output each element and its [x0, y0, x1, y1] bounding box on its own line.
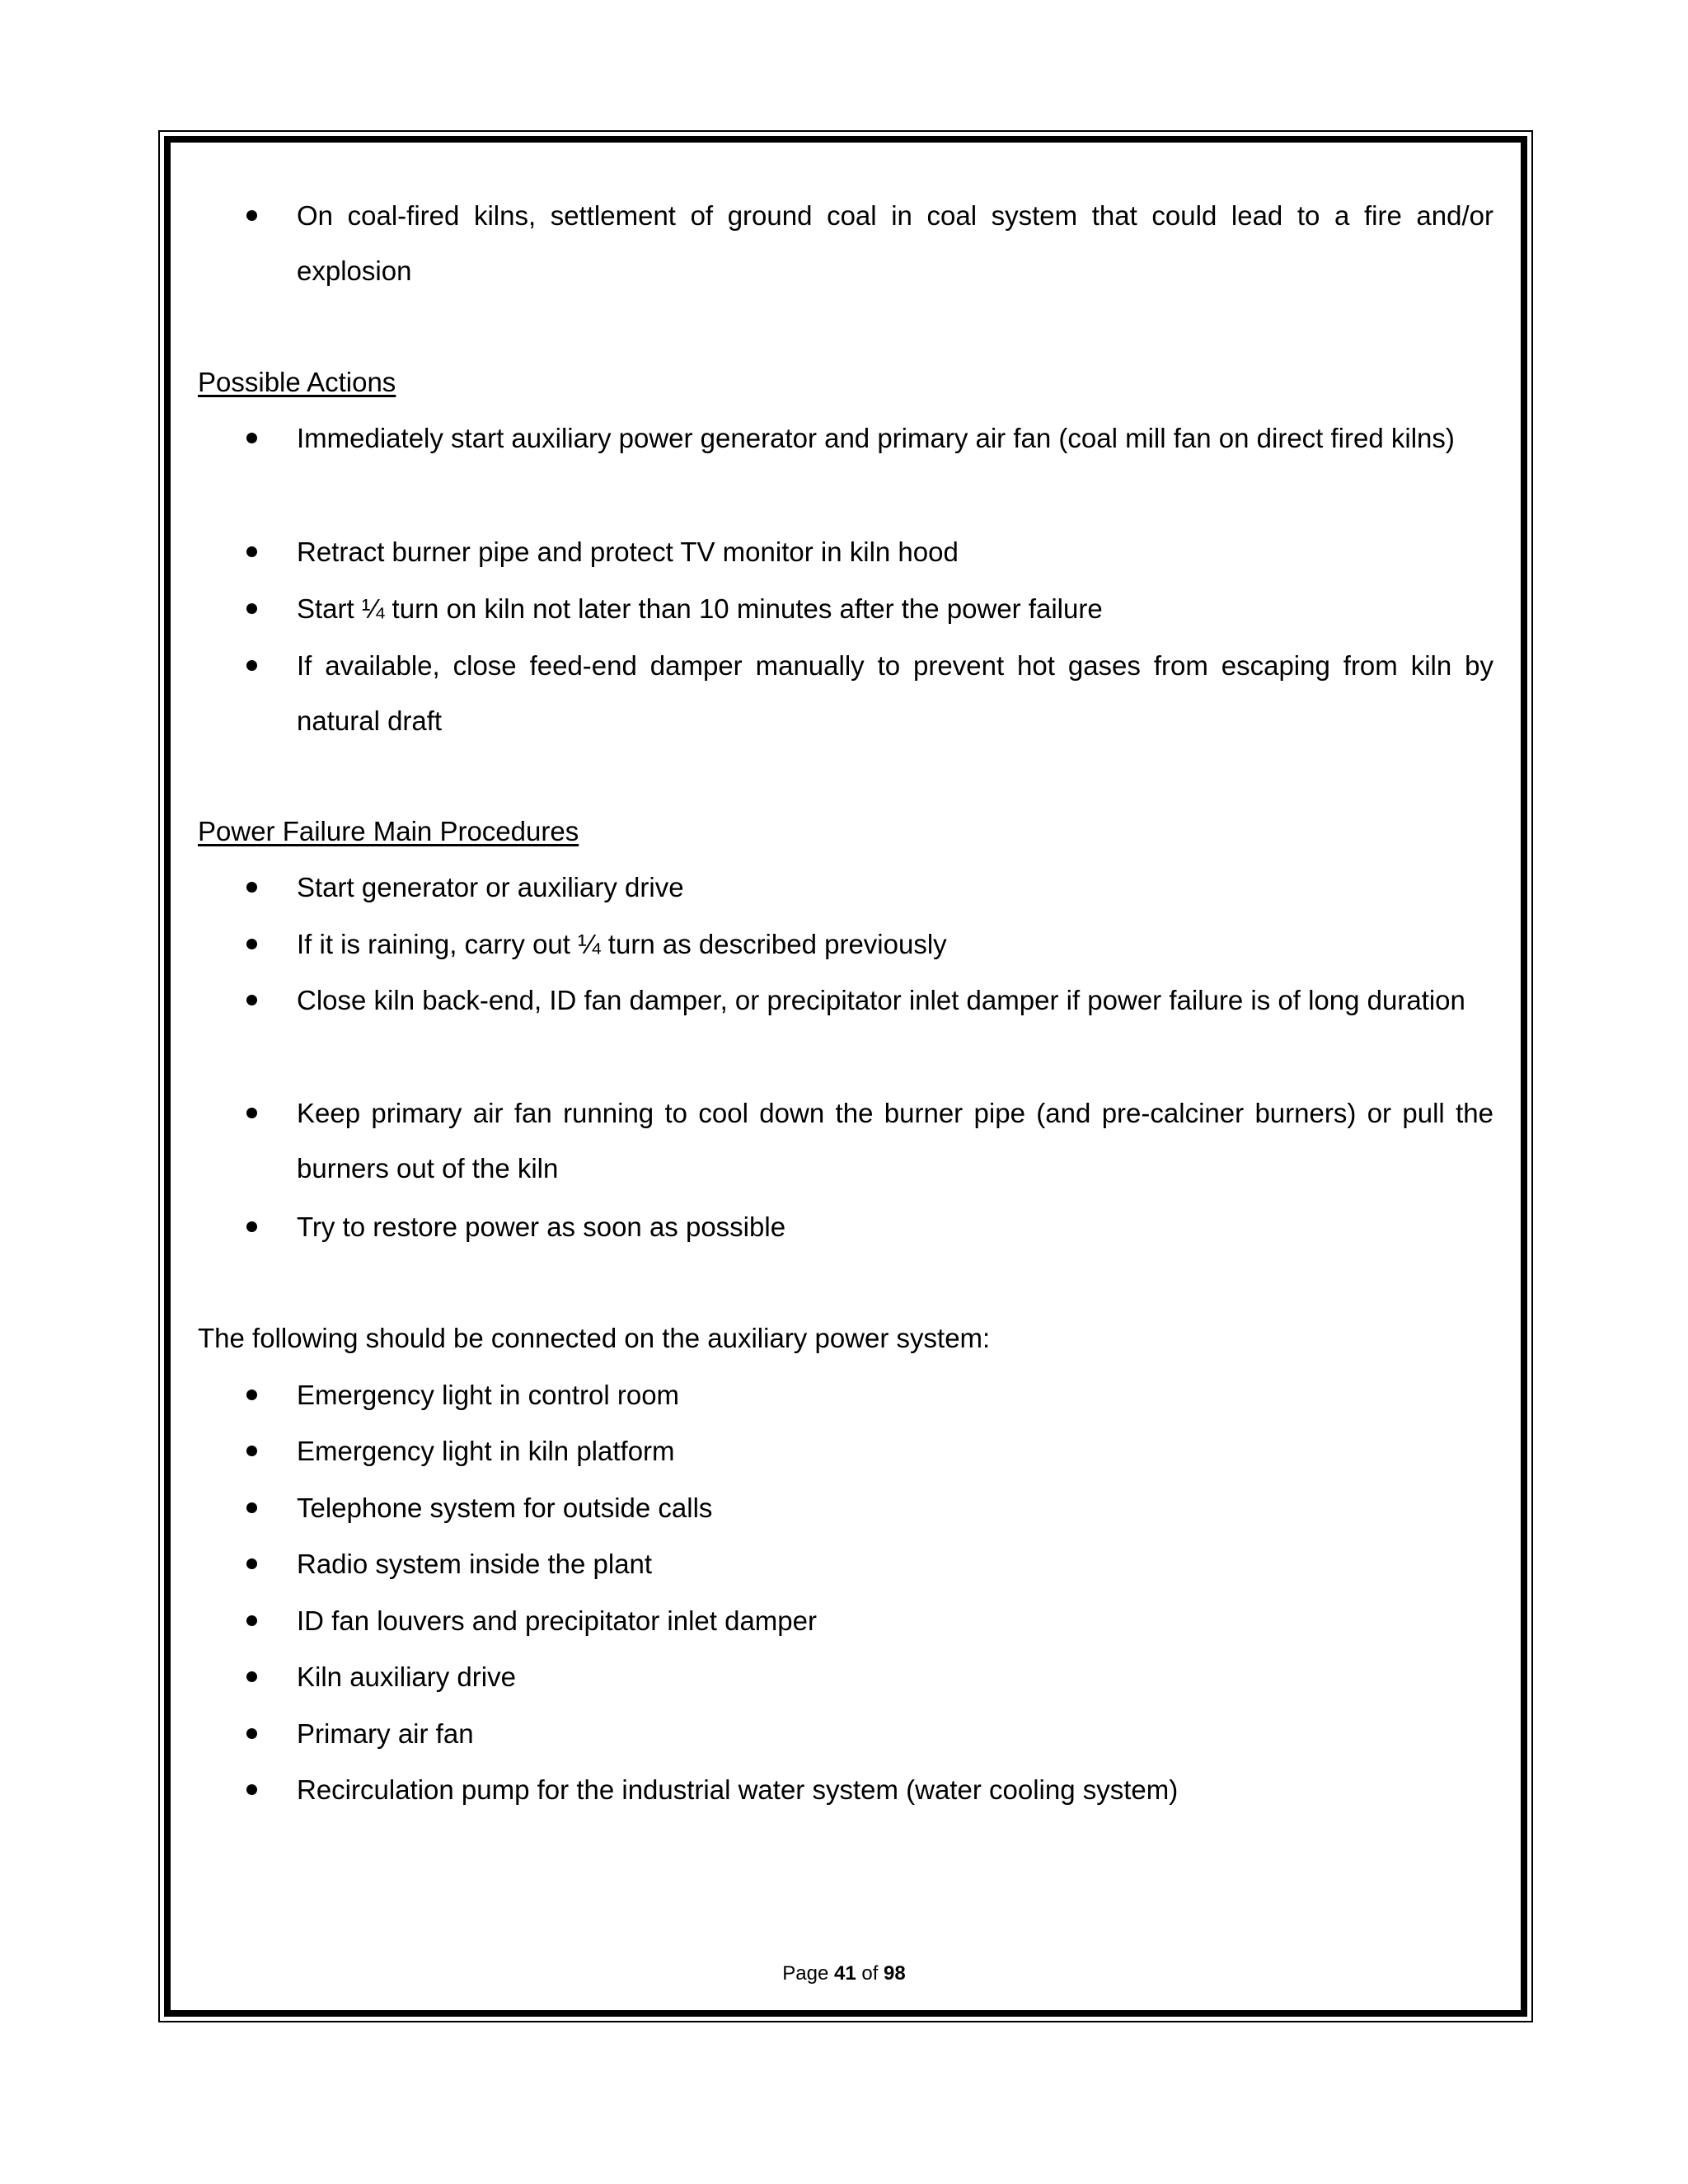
bullet-icon: [246, 1108, 257, 1118]
page-number-total: 98: [884, 1962, 906, 1985]
list-item-text: Kiln auxiliary drive: [297, 1661, 516, 1692]
list-item-text: Start ¼ turn on kiln not later than 10 minutes after the power failure: [297, 593, 1103, 624]
page-number-prefix: Page: [782, 1962, 829, 1985]
bullet-icon: [246, 433, 257, 443]
bullet-icon: [246, 1784, 257, 1795]
list-item-text: Retract burner pipe and protect TV monitor in kiln hood: [297, 537, 959, 567]
bullet-icon: [246, 1671, 257, 1682]
page-number-separator: of: [861, 1962, 879, 1985]
list-item-text: Recirculation pump for the industrial water system (water cooling system): [297, 1774, 1179, 1805]
bullet-icon: [246, 995, 257, 1005]
list-item-text: Radio system inside the plant: [297, 1549, 653, 1579]
list-item-text: If it is raining, carry out ¼ turn as described previously: [297, 929, 947, 959]
bullet-icon: [246, 1390, 257, 1400]
bullet-icon: [246, 660, 257, 671]
list-item-text: Start generator or auxiliary drive: [297, 872, 684, 902]
list-item-text: Immediately start auxiliary power generator and primary air fan (coal mill fan on direct fired kilns): [297, 423, 1455, 453]
list-item-text: If available, close feed-end damper manually to prevent hot gases from escaping from kiln by natural draft: [297, 650, 1493, 736]
bullet-icon: [246, 546, 257, 557]
bullet-icon: [246, 1558, 257, 1569]
auxiliary-system-intro: The following should be connected on the auxiliary power system:: [198, 1323, 991, 1353]
bullet-icon: [246, 1728, 257, 1739]
bullet-icon: [246, 1221, 257, 1232]
bullet-icon: [246, 1615, 257, 1626]
list-item-text: Emergency light in control room: [297, 1380, 680, 1410]
bullet-icon: [246, 210, 257, 221]
bullet-icon: [246, 882, 257, 893]
list-item-text: ID fan louvers and precipitator inlet damper: [297, 1605, 817, 1636]
list-item-text: Telephone system for outside calls: [297, 1493, 713, 1523]
section-heading-main-procedures: Power Failure Main Procedures: [198, 816, 579, 846]
list-item-text: Keep primary air fan running to cool down the burner pipe (and pre-calciner burners) or pull the burners out of the kiln: [297, 1098, 1493, 1183]
bullet-icon: [246, 603, 257, 614]
list-item-text: Emergency light in kiln platform: [297, 1436, 675, 1466]
page-number-current: 41: [833, 1962, 856, 1985]
bullet-icon: [246, 1446, 257, 1456]
list-item-text: Primary air fan: [297, 1718, 474, 1749]
list-item-text: On coal-fired kilns, settlement of ground coal in coal system that could lead to a fire and/or explosion: [297, 200, 1493, 286]
page-number: [0, 1961, 1688, 1986]
bullet-icon: [246, 939, 257, 949]
list-item-text: Try to restore power as soon as possible: [297, 1212, 786, 1242]
bullet-icon: [246, 1502, 257, 1513]
list-item-text: Close kiln back-end, ID fan damper, or precipitator inlet damper if power failure is of long duration: [297, 985, 1465, 1015]
section-heading-possible-actions: Possible Actions: [198, 367, 396, 397]
